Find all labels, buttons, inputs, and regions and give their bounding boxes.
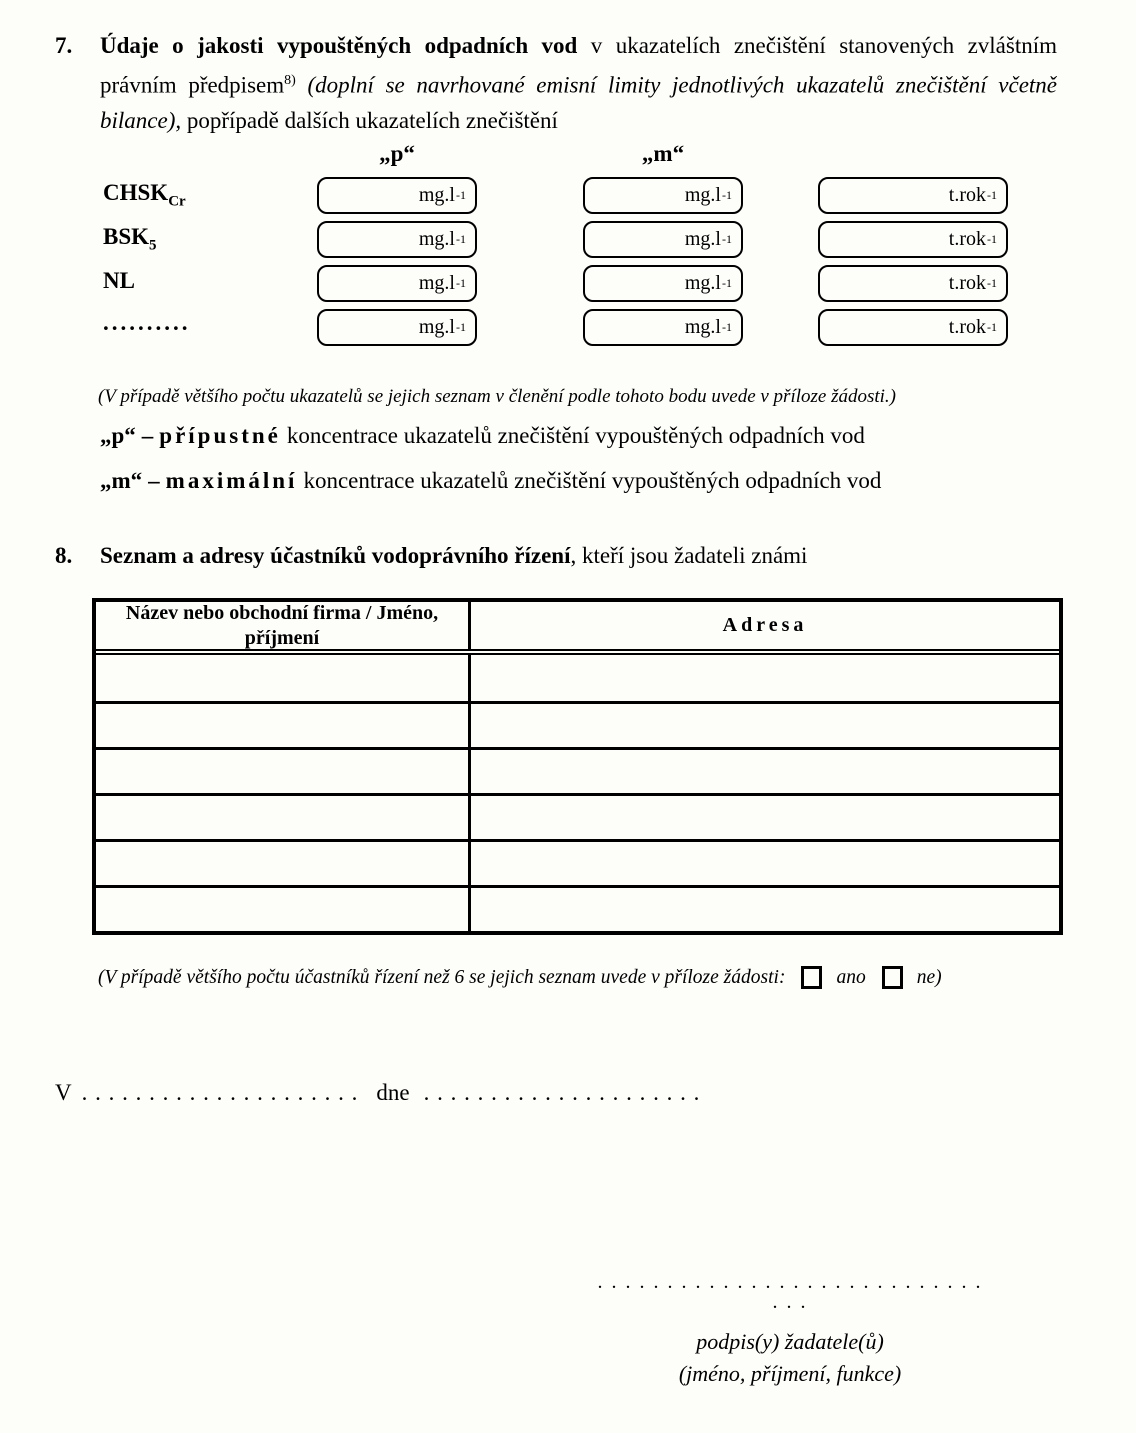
unit-label: mg.l bbox=[418, 184, 455, 206]
definition-m-word: maximální bbox=[165, 468, 298, 493]
section8-title-bold: Seznam a adresy účastníků vodoprávního řízení bbox=[100, 543, 571, 568]
checkbox-ano-label: ano bbox=[836, 966, 866, 988]
definition-p bbox=[100, 423, 865, 449]
definition-p-word: přípustné bbox=[159, 423, 281, 448]
section7-title-plain: v ukazatelích znečištění stanovených zvláštním právním předpisem bbox=[100, 33, 1058, 98]
section8-title bbox=[100, 538, 807, 573]
participant-name-cell[interactable] bbox=[96, 704, 471, 747]
input-box-chsk-m[interactable]: mg.l -1 bbox=[583, 177, 743, 214]
section7-note: (V případě většího počtu ukazatelů se jejich seznam v členění podle tohoto bodu uvede v příloze žádosti.) bbox=[98, 386, 897, 407]
participant-name-cell[interactable] bbox=[96, 796, 471, 839]
input-box-other-p[interactable]: mg.l -1 bbox=[317, 309, 477, 346]
table-row bbox=[96, 701, 1059, 747]
section7-number: 7. bbox=[55, 33, 73, 58]
date-label: dne bbox=[376, 1080, 410, 1105]
definition-m bbox=[100, 468, 881, 494]
section8-heading bbox=[55, 538, 1057, 573]
signature-caption-2: (jméno, příjmení, funkce) bbox=[678, 1361, 902, 1386]
column-header-p: „p“ bbox=[379, 141, 415, 166]
definition-m-term: „m“ bbox=[100, 468, 143, 493]
participant-name-cell[interactable] bbox=[96, 888, 471, 931]
param-label-chsk: $CHSK_{Cr}$ bbox=[103, 180, 186, 210]
footnote-reference: 8) bbox=[284, 73, 296, 88]
participant-address-cell[interactable] bbox=[471, 796, 1059, 839]
unit-label: t.rok bbox=[948, 316, 986, 338]
section7-title bbox=[100, 28, 1057, 138]
section7-title-italic: (doplní se navrhované emisní limity jednotlivých ukazatelů znečištění včetně bilance), bbox=[100, 72, 1057, 133]
input-box-nl-year[interactable]: t.rok -1 bbox=[818, 265, 1008, 302]
param-label-bsk: $BSK_5$ bbox=[103, 224, 157, 254]
unit-label: mg.l bbox=[418, 316, 455, 338]
input-box-chsk-p[interactable]: mg.l -1 bbox=[317, 177, 477, 214]
unit-label: mg.l bbox=[684, 228, 721, 250]
definition-p-rest: koncentrace ukazatelů znečištění vypouštěných odpadních vod bbox=[286, 423, 865, 448]
participants-table-header bbox=[96, 602, 1059, 655]
checkbox-ne-label: ne) bbox=[916, 966, 942, 988]
signature-blank[interactable]: . . . . . . . . . . . . . . . . . . . . . . . . . . . . . . . bbox=[597, 1271, 983, 1313]
place-label: V bbox=[55, 1080, 72, 1105]
section8-number: 8. bbox=[55, 543, 73, 568]
input-box-other-year[interactable]: t.rok -1 bbox=[818, 309, 1008, 346]
unit-label: t.rok bbox=[948, 228, 986, 250]
participant-address-cell[interactable] bbox=[471, 750, 1059, 793]
place-date-line bbox=[55, 1080, 700, 1106]
table-row bbox=[96, 839, 1059, 885]
input-box-bsk-p[interactable]: mg.l -1 bbox=[317, 221, 477, 258]
date-blank[interactable]: . . . . . . . . . . . . . . . . . . . . . bbox=[423, 1080, 701, 1105]
section7-title-tail: popřípadě dalších ukazatelích znečištění bbox=[186, 107, 558, 133]
table-row bbox=[96, 793, 1059, 839]
participant-address-cell[interactable] bbox=[471, 842, 1059, 885]
participants-table bbox=[92, 598, 1063, 935]
unit-label: mg.l bbox=[418, 228, 455, 250]
definition-p-term: „p“ bbox=[100, 423, 136, 448]
section8-title-plain: , kteří jsou žadateli známi bbox=[570, 543, 808, 568]
participant-name-cell[interactable] bbox=[96, 655, 471, 701]
input-box-nl-m[interactable]: mg.l -1 bbox=[583, 265, 743, 302]
checkbox-ne[interactable] bbox=[882, 966, 903, 989]
input-box-other-m[interactable]: mg.l -1 bbox=[583, 309, 743, 346]
unit-label: mg.l bbox=[418, 272, 455, 294]
input-box-chsk-year[interactable]: t.rok -1 bbox=[818, 177, 1008, 214]
unit-label: t.rok bbox=[948, 272, 986, 294]
unit-label: t.rok bbox=[948, 184, 986, 206]
participant-address-cell[interactable] bbox=[471, 888, 1059, 931]
section8-note bbox=[98, 966, 942, 989]
table-row bbox=[96, 747, 1059, 793]
participant-address-cell[interactable] bbox=[471, 655, 1059, 701]
unit-label: mg.l bbox=[684, 272, 721, 294]
unit-label: mg.l bbox=[684, 184, 721, 206]
place-blank[interactable]: . . . . . . . . . . . . . . . . . . . . . bbox=[81, 1080, 359, 1105]
header-address-column: Adresa bbox=[722, 614, 808, 636]
dash: – bbox=[141, 423, 154, 448]
participant-address-cell[interactable] bbox=[471, 704, 1059, 747]
signature-block bbox=[595, 1272, 985, 1390]
checkbox-ano[interactable] bbox=[801, 966, 822, 989]
signature-caption-1: podpis(y) žadatele(ů) bbox=[696, 1329, 884, 1354]
section7-heading bbox=[55, 28, 1057, 138]
input-box-bsk-year[interactable]: t.rok -1 bbox=[818, 221, 1008, 258]
table-row bbox=[96, 655, 1059, 701]
dash: – bbox=[148, 468, 160, 493]
section7-title-bold: Údaje o jakosti vypouštěných odpadních vod bbox=[100, 33, 578, 58]
input-box-nl-p[interactable]: mg.l -1 bbox=[317, 265, 477, 302]
input-box-bsk-m[interactable]: mg.l -1 bbox=[583, 221, 743, 258]
param-label-other: .......... bbox=[103, 310, 191, 335]
unit-label: mg.l bbox=[684, 316, 721, 338]
param-label-nl: NL bbox=[103, 268, 135, 293]
participant-name-cell[interactable] bbox=[96, 750, 471, 793]
section8-note-text: (V případě většího počtu účastníků řízení než 6 se jejich seznam uvede v příloze žádosti: bbox=[98, 966, 786, 988]
table-row bbox=[96, 885, 1059, 931]
header-name-column: Název nebo obchodní firma / Jméno, příjmení bbox=[96, 602, 471, 649]
column-header-m: „m“ bbox=[641, 141, 685, 166]
definition-m-rest: koncentrace ukazatelů znečištění vypouštěných odpadních vod bbox=[303, 468, 882, 493]
participant-name-cell[interactable] bbox=[96, 842, 471, 885]
